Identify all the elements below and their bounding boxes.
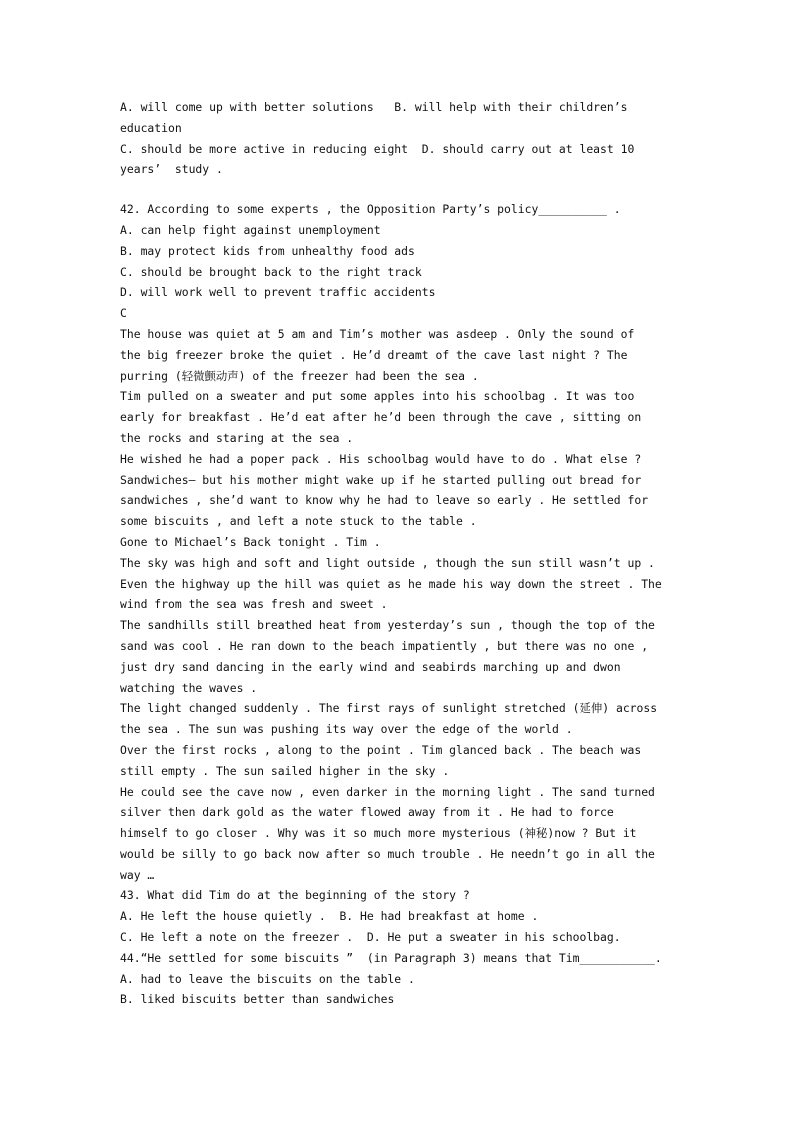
passage-line: still empty . The sun sailed higher in the sky .	[120, 763, 450, 778]
passage-line: Even the highway up the hill was quiet as he made his way down the street . The	[120, 576, 662, 591]
passage-line: wind from the sea was fresh and sweet .	[120, 597, 388, 612]
q41-option-line: years’ study .	[120, 162, 223, 177]
passage-line: The house was quiet at 5 am and Tim’s mother was asdeep . Only the sound of	[120, 326, 635, 341]
passage-line: Sandwiches— but his mother might wake up if he started pulling out bread for	[120, 472, 642, 487]
passage-line: Over the first rocks , along to the point . Tim glanced back . The beach was	[120, 742, 642, 757]
passage-line: way …	[120, 867, 155, 882]
passage-line: He could see the cave now , even darker in the morning light . The sand turned	[120, 784, 655, 799]
passage-line: just dry sand dancing in the early wind and seabirds marching up and dwon	[120, 659, 621, 674]
passage-line: purring (轻微颤动声) of the freezer had been the sea .	[120, 368, 479, 383]
q41-option-line: C. should be more active in reducing eight D. should carry out at least 10	[120, 141, 635, 156]
q43-stem: 43. What did Tim do at the beginning of the story ?	[120, 888, 470, 903]
passage-line: would be silly to go back now after so much trouble . He needn’t go in all the	[120, 846, 655, 861]
q42-option: B. may protect kids from unhealthy food ads	[120, 243, 415, 258]
passage-line: sandwiches , she’d want to know why he had to leave so early . He settled for	[120, 493, 649, 508]
passage-line: Tim pulled on a sweater and put some apples into his schoolbag . It was too	[120, 389, 635, 404]
passage-line: some biscuits , and left a note stuck to the table .	[120, 514, 477, 529]
passage-line: watching the waves .	[120, 680, 258, 695]
passage-line: the big freezer broke the quiet . He’d dreamt of the cave last night ? The	[120, 347, 628, 362]
passage-line: The sandhills still breathed heat from yesterday’s sun , though the top of the	[120, 618, 655, 633]
q44-option: B. liked biscuits better than sandwiches	[120, 992, 395, 1007]
passage-line: silver then dark gold as the water flowed away from it . He had to force	[120, 805, 614, 820]
q43-option: C. He left a note on the freezer . D. He put a sweater in his schoolbag.	[120, 930, 621, 945]
q44-stem: 44.“He settled for some biscuits ” (in Paragraph 3) means that Tim___________.	[120, 950, 662, 965]
passage-line: The light changed suddenly . The first rays of sunlight stretched (延伸) across	[120, 701, 658, 716]
q41-option-line: education	[120, 120, 182, 135]
document-page	[120, 97, 690, 1010]
q42-stem: 42. According to some experts , the Opposition Party’s policy__________ .	[120, 202, 621, 217]
q42-option: C. should be brought back to the right track	[120, 264, 422, 279]
passage-line: the sea . The sun was pushing its way over the edge of the world .	[120, 722, 573, 737]
q42-option: A. can help fight against unemployment	[120, 222, 381, 237]
passage-line: The sky was high and soft and light outside , though the sun still wasn’t up .	[120, 555, 655, 570]
passage-line: Gone to Michael’s Back tonight . Tim .	[120, 534, 381, 549]
passage-line: the rocks and staring at the sea .	[120, 430, 354, 445]
paragraph-gap	[120, 180, 690, 199]
passage-line: sand was cool . He ran down to the beach impatiently , but there was no one ,	[120, 638, 649, 653]
q44-option: A. had to leave the biscuits on the table .	[120, 971, 415, 986]
q43-option: A. He left the house quietly . B. He had breakfast at home .	[120, 909, 539, 924]
q42-option: D. will work well to prevent traffic accidents	[120, 285, 436, 300]
passage-line: early for breakfast . He’d eat after he’d been through the cave , sitting on	[120, 410, 642, 425]
passage-line: He wished he had a poper pack . His schoolbag would have to do . What else ?	[120, 451, 642, 466]
passage-line: himself to go closer . Why was it so much more mysterious (神秘)now ? But it	[120, 826, 637, 841]
section-label: C	[120, 306, 127, 321]
q41-option-line: A. will come up with better solutions B. will help with their children’s	[120, 100, 628, 114]
